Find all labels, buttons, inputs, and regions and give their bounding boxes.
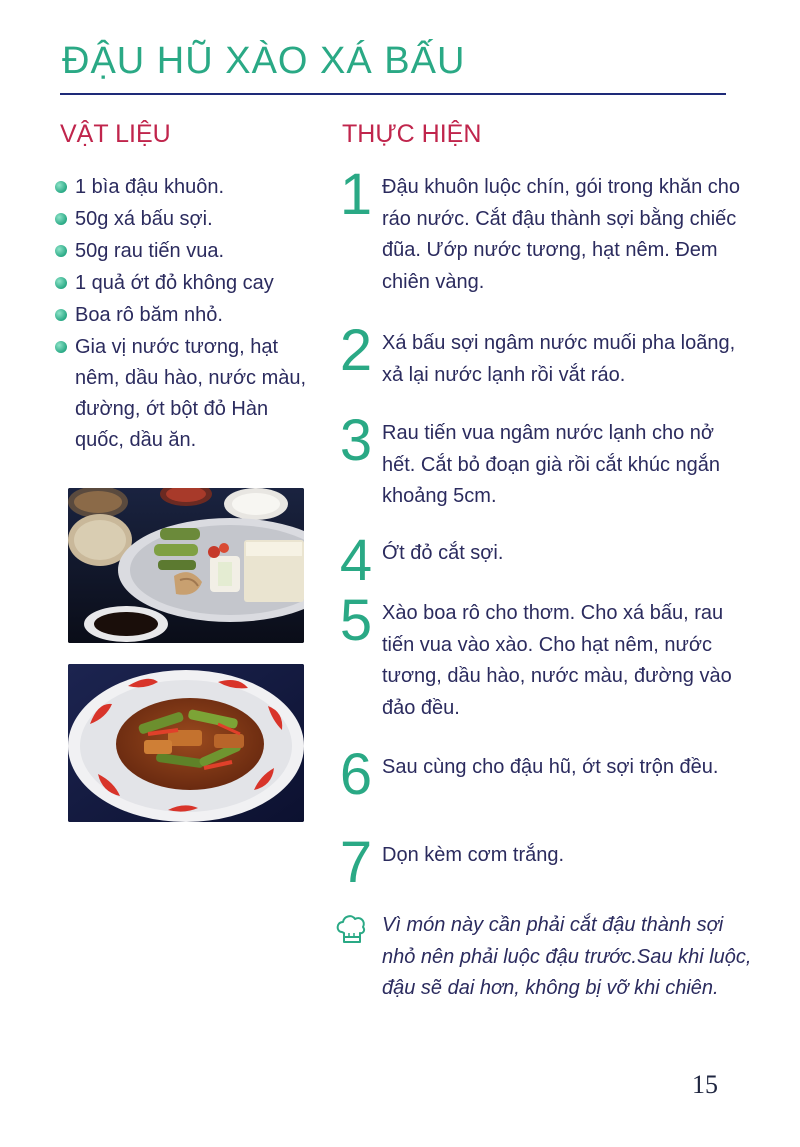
step-text: Dọn kèm cơm trắng. (382, 844, 565, 866)
ingredient-item (54, 300, 314, 331)
tip-note: Vì món này cần phải cắt đậu thành sợi nhỏ nên phải luộc đậu trước.Sau khi luộc, đậu sẽ dai hơn, không bị vỡ khi chiên. (382, 914, 752, 999)
ingredient-item (54, 332, 314, 456)
step-text: Xào boa rô cho thơm. Cho xá bấu, rau tiến vua vào xào. Cho hạt nêm, nước tương, dầu hào, nước màu, đường vào đảo đều. (382, 602, 732, 719)
step-text: Đậu khuôn luộc chín, gói trong khăn cho ráo nước. Cắt đậu thành sợi bằng chiếc đũa. Ướp nước tương, hạt nêm. Đem chiên vàng. (382, 176, 741, 293)
ingredient-text: 1 quả ớt đỏ không cay (75, 272, 274, 294)
step-text: Ớt đỏ cắt sợi. (382, 542, 504, 564)
chef-hat-icon (334, 912, 368, 946)
ingredient-text: Boa rô băm nhỏ. (75, 304, 223, 326)
title-divider (60, 93, 726, 95)
ingredient-text: 1 bìa đậu khuôn. (75, 176, 225, 198)
page-number: 15 (692, 1070, 718, 1099)
ingredient-text: 50g rau tiến vua. (75, 240, 224, 262)
bullet-icon (55, 245, 67, 257)
ingredient-item (54, 204, 314, 235)
ingredients-list (54, 172, 314, 457)
ingredients-heading: VẬT LIỆU (60, 120, 171, 148)
step-text: Sau cùng cho đậu hũ, ớt sợi trộn đều. (382, 756, 719, 778)
step-number: 2 (339, 318, 373, 383)
step-number: 6 (339, 742, 373, 807)
ingredient-text: 50g xá bấu sợi. (75, 208, 213, 230)
ingredient-item (54, 172, 314, 203)
ingredient-text: Gia vị nước tương, hạt nêm, dầu hào, nước màu, đường, ớt bột đỏ Hàn quốc, dầu ăn. (75, 336, 307, 451)
step-text: Xá bấu sợi ngâm nước muối pha loãng, xả lại nước lạnh rồi vắt ráo. (382, 332, 736, 386)
step-text: Rau tiến vua ngâm nước lạnh cho nở hết. Cắt bỏ đoạn già rồi cắt khúc ngắn khoảng 5cm. (382, 422, 721, 507)
step-number: 5 (339, 588, 373, 653)
bullet-icon (55, 341, 67, 353)
bullet-icon (55, 181, 67, 193)
ingredient-item (54, 236, 314, 267)
bullet-icon (55, 309, 67, 321)
step-number: 4 (339, 528, 373, 593)
steps-heading: THỰC HIỆN (342, 120, 482, 148)
step-number: 7 (339, 830, 373, 895)
step-number: 1 (339, 162, 373, 227)
ingredients-photo (68, 488, 304, 643)
bullet-icon (55, 277, 67, 289)
bullet-icon (55, 213, 67, 225)
ingredient-item (54, 268, 314, 299)
finished-dish-photo (68, 664, 304, 822)
page-title: ĐẬU HŨ XÀO XÁ BẤU (62, 40, 466, 82)
step-number: 3 (339, 408, 373, 473)
